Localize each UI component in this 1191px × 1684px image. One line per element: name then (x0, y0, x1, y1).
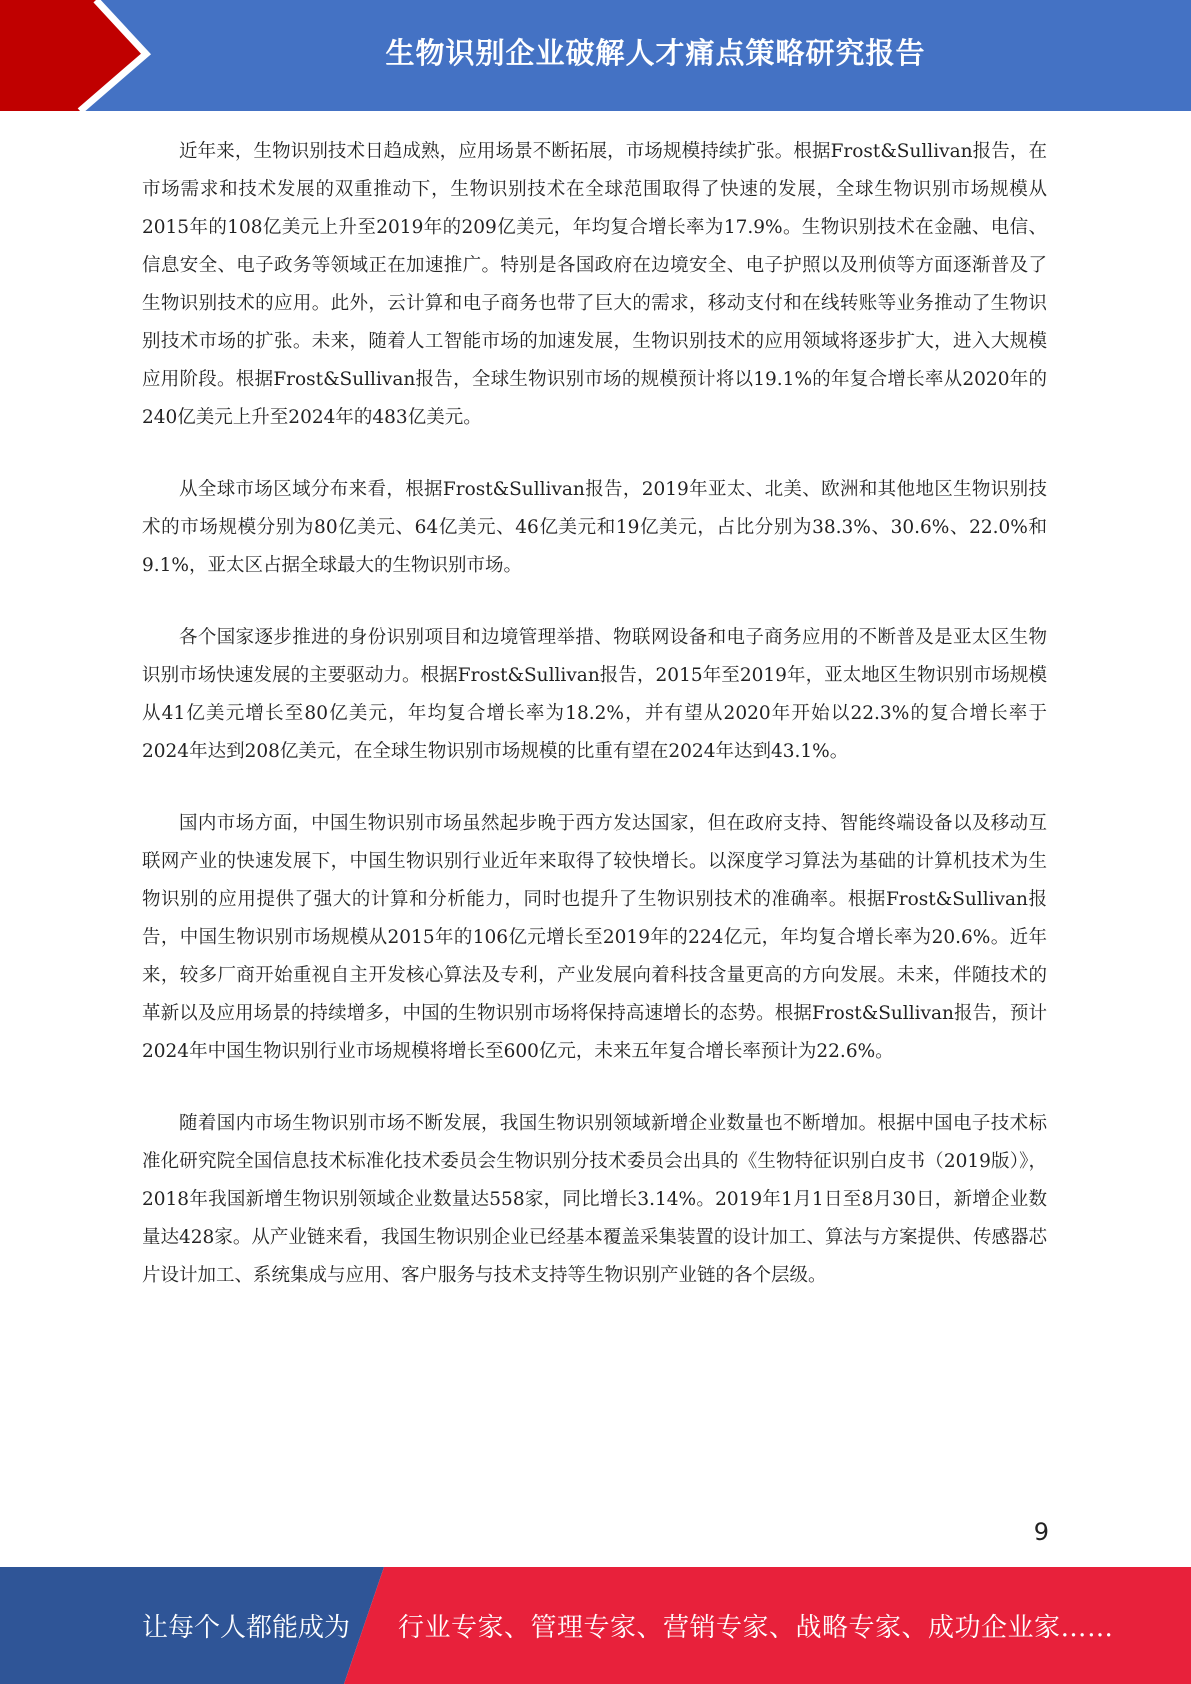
paragraph: 各个国家逐步推进的身份识别项目和边境管理举措、物联网设备和电子商务应用的不断普及是亚太区生物识别市场快速发展的主要驱动力。根据Frost&Sullivan报告，2015年至2019年，亚太地区生物识别市场规模从41亿美元增长至80亿美元，年均复合增长率为18.2%，并有望从2020年开始以22.3%的复合增长率于2024年达到208亿美元，在全球生物识别市场规模的比重有望在2024年达到43.1%。 (142, 627, 1047, 762)
paragraph: 国内市场方面，中国生物识别市场虽然起步晚于西方发达国家，但在政府支持、智能终端设备以及移动互联网产业的快速发展下，中国生物识别行业近年来取得了较快增长。以深度学习算法为基础的计算机技术为生物识别的应用提供了强大的计算和分析能力，同时也提升了生物识别技术的准确率。根据Frost&Sullivan报告，中国生物识别市场规模从2015年的106亿元增长至2019年的224亿元，年均复合增长率为20.6%。近年来，较多厂商开始重视自主开发核心算法及专利，产业发展向着科技含量更高的方向发展。未来，伴随技术的革新以及应用场景的持续增多，中国的生物识别市场将保持高速增长的态势。根据Frost&Sullivan报告，预计2024年中国生物识别行业市场规模将增长至600亿元，未来五年复合增长率预计为22.6%。 (142, 813, 1047, 1062)
header-chevron-icon (0, 0, 160, 111)
footer-slogan-left: 让每个人都能成为 (142, 1613, 351, 1643)
page-footer (0, 1567, 1191, 1684)
paragraph: 随着国内市场生物识别市场不断发展，我国生物识别领域新增企业数量也不断增加。根据中国电子技术标准化研究院全国信息技术标准化技术委员会生物识别分技术委员会出具的《生物特征识别白皮书（2019版）》，2018年我国新增生物识别领域企业数量达558家，同比增长3.14%。2019年1月1日至8月30日，新增企业数量达428家。从产业链来看，我国生物识别企业已经基本覆盖采集装置的设计加工、算法与方案提供、传感器芯片设计加工、系统集成与应用、客户服务与技术支持等生物识别产业链的各个层级。 (142, 1113, 1047, 1286)
paragraph: 从全球市场区域分布来看，根据Frost&Sullivan报告，2019年亚太、北美、欧洲和其他地区生物识别技术的市场规模分别为80亿美元、64亿美元、46亿美元和19亿美元，占比分别为38.3%、30.6%、22.0%和9.1%，亚太区占据全球最大的生物识别市场。 (142, 479, 1047, 576)
chevron-red-shape (0, 0, 146, 111)
page-title: 生物识别企业破解人才痛点策略研究报告 (385, 35, 926, 70)
footer-slogan-right: 行业专家、管理专家、营销专家、战略专家、成功企业家…… (398, 1613, 1114, 1643)
page-number: 9 (1033, 1518, 1049, 1546)
paragraph: 近年来，生物识别技术日趋成熟，应用场景不断拓展，市场规模持续扩张。根据Frost&Sullivan报告，在市场需求和技术发展的双重推动下，生物识别技术在全球范围取得了快速的发展，全球生物识别市场规模从2015年的108亿美元上升至2019年的209亿美元，年均复合增长率为17.9%。生物识别技术在金融、电信、信息安全、电子政务等领域正在加速推广。特别是各国政府在边境安全、电子护照以及刑侦等方面逐渐普及了生物识别技术的应用。此外，云计算和电子商务也带了巨大的需求，移动支付和在线转账等业务推动了生物识别技术市场的扩张。未来，随着人工智能市场的加速发展，生物识别技术的应用领域将逐步扩大，进入大规模应用阶段。根据Frost&Sullivan报告，全球生物识别市场的规模预计将以19.1%的年复合增长率从2020年的240亿美元上升至2024年的483亿美元。 (142, 141, 1047, 428)
page-header (0, 0, 1191, 111)
report-body (142, 133, 1047, 1329)
